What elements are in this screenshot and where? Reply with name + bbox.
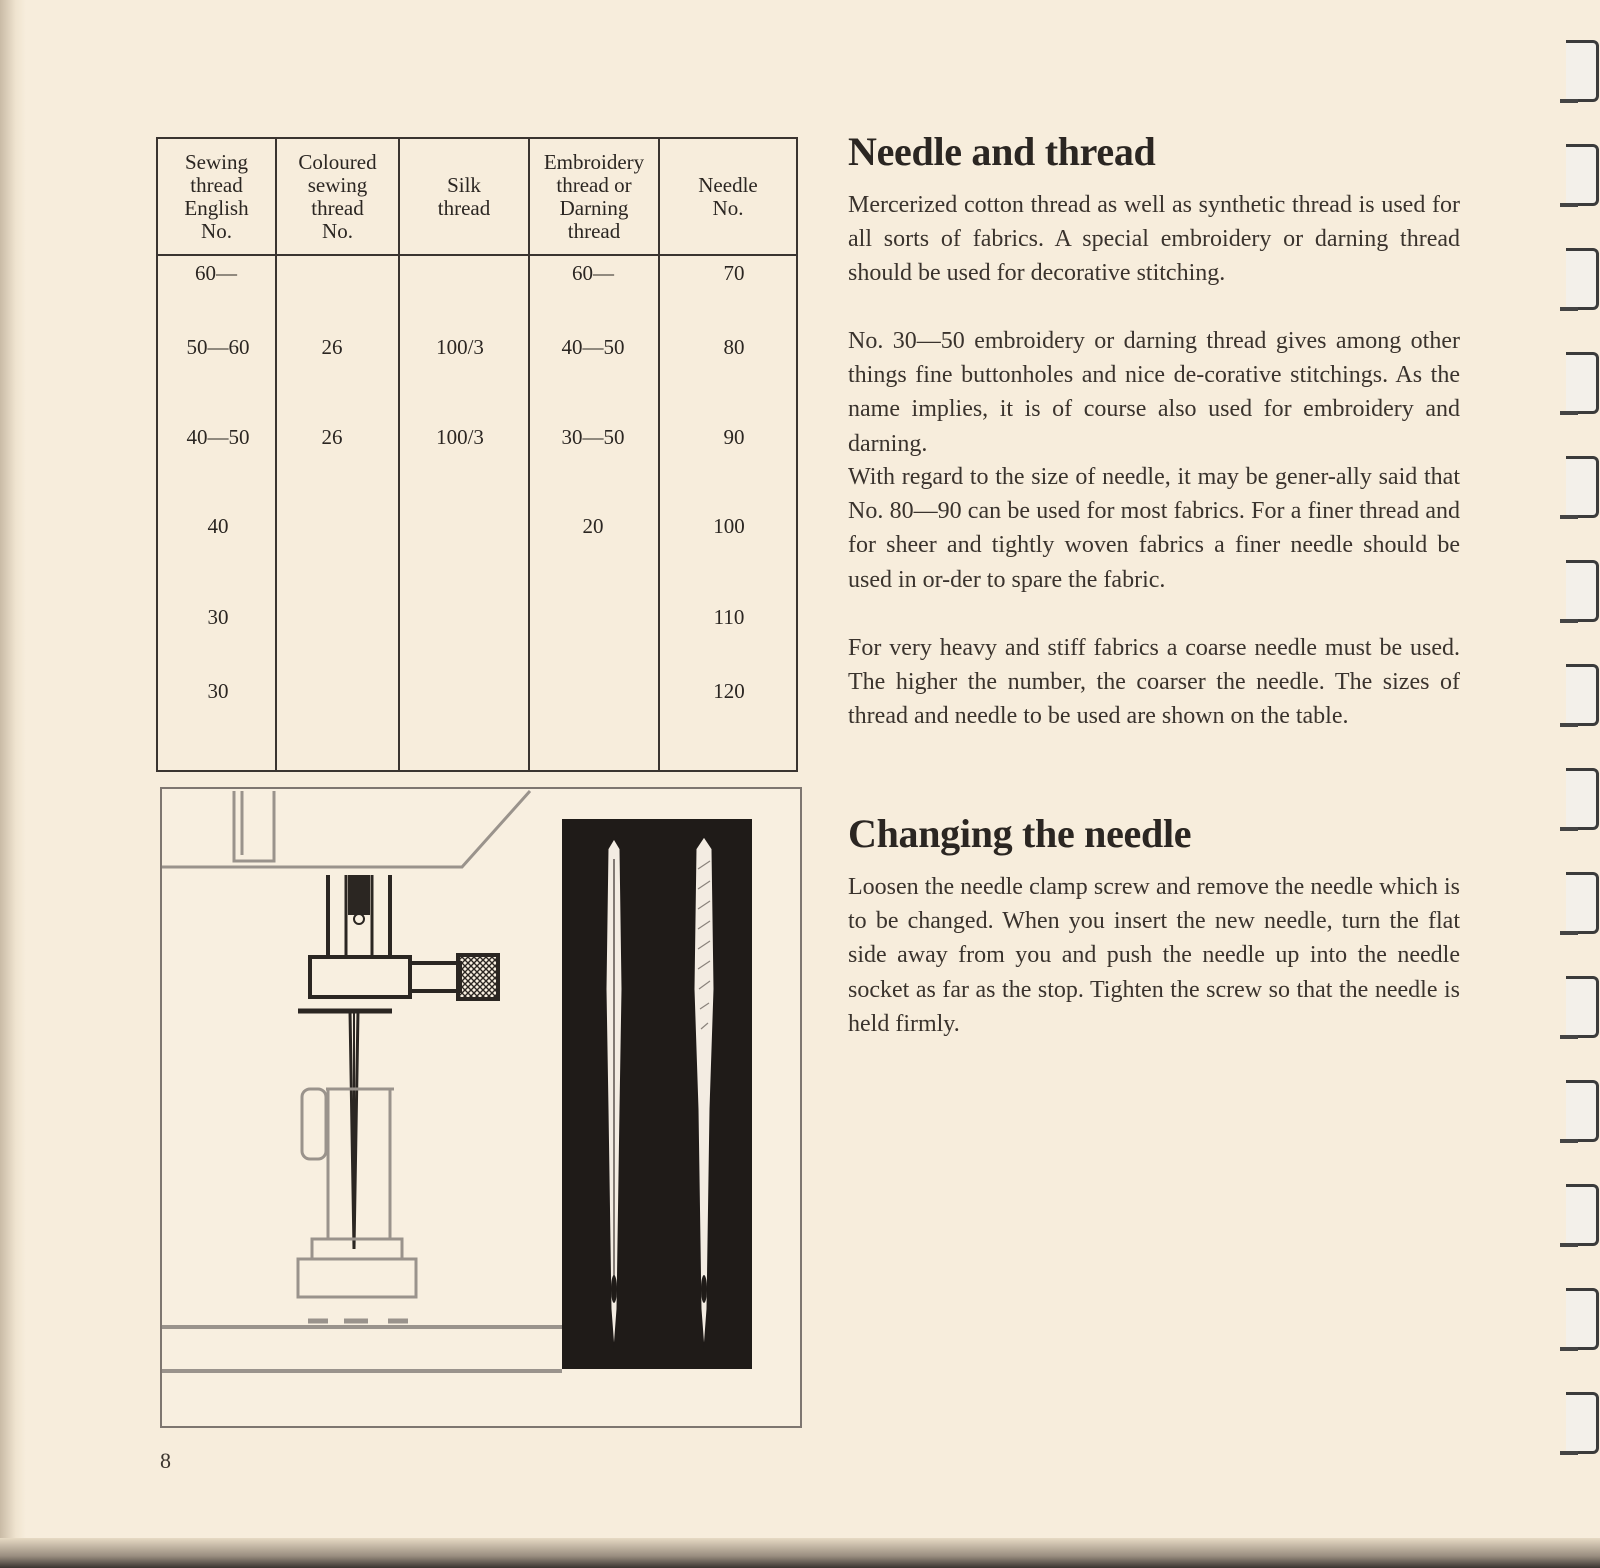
table-cell: 30—50 [561, 425, 625, 449]
table-cell: 20 [582, 514, 604, 538]
table-cell: 90 [723, 425, 745, 449]
section-title-changing-the-needle: Changing the needle [848, 811, 1192, 856]
table-header-coloured-thread: Coloured sewing thread No. [298, 149, 377, 243]
paragraph: Loosen the needle clamp screw and remove the needle which is to be changed. When you insert the new needle, turn the flat side away from you and push the needle up into the needle socket as far as the stop. Tighten the screw so that the needle is held firmly. [848, 874, 1460, 1037]
page-bottom-edge [0, 1538, 1600, 1568]
table-cell: 100/3 [436, 425, 484, 449]
binding-ring [1566, 664, 1599, 726]
table-cell: 70 [723, 261, 745, 285]
table-cell: 100 [713, 514, 745, 538]
table-header-embroidery-thread: Embroidery thread or Darning thread [543, 149, 645, 243]
binding-ring [1566, 40, 1599, 102]
table-cell: 40—50 [186, 425, 250, 449]
table-cell: 30 [207, 605, 229, 629]
table-header-sewing-thread: Sewing thread English No. [184, 149, 249, 243]
table-header-needle-no: Needle No. [698, 172, 758, 220]
spiral-binding [1562, 30, 1600, 1530]
table-header-silk-thread: Silk thread [437, 172, 491, 220]
table-header-divider [158, 254, 796, 256]
table-cell: 100/3 [436, 335, 484, 359]
binding-ring [1566, 144, 1599, 206]
page-number: 8 [160, 1448, 171, 1473]
binding-ring [1566, 248, 1599, 310]
binding-ring [1566, 872, 1599, 934]
binding-ring [1566, 1288, 1599, 1350]
table-cell: 40 [207, 514, 229, 538]
paragraph: Mercerized cotton thread as well as synthetic thread is used for all sorts of fabrics. A special embroidery or darning thread should be used for decorative stitching. [848, 192, 1460, 287]
paragraph: No. 30—50 embroidery or darning thread gives among other things fine buttonholes and nice de-corative stitchings. As the name implies, it is of course also used for embroidery and darning. [848, 328, 1460, 457]
table-cell: 50—60 [186, 335, 250, 359]
needle-change-illustration [160, 787, 802, 1428]
binding-ring [1566, 456, 1599, 518]
table-cell: 60— [572, 261, 614, 285]
table-cell: 30 [207, 679, 229, 703]
thread-needle-table [156, 137, 798, 772]
page-gutter-shadow [0, 0, 26, 1556]
table-cell: 80 [723, 335, 745, 359]
paragraph: With regard to the size of needle, it may be gener-ally said that No. 80—90 can be used for most fabrics. For a finer thread and for sheer and tightly woven fabrics a finer needle should be used in or-der to spare the fabric. [848, 464, 1460, 593]
binding-ring [1566, 1392, 1599, 1454]
table-cell: 26 [321, 425, 343, 449]
binding-ring [1566, 560, 1599, 622]
section-title-needle-and-thread: Needle and thread [848, 129, 1156, 174]
needle-display-panel [562, 819, 752, 1369]
sewing-machine-needle-drawing [162, 789, 800, 1426]
binding-ring [1566, 1080, 1599, 1142]
paragraph: For very heavy and stiff fabrics a coarse needle must be used. The higher the number, the coarser the needle. The sizes of thread and needle to be used are shown on the table. [848, 635, 1460, 730]
binding-ring [1566, 768, 1599, 830]
table-cell: 120 [713, 679, 745, 703]
binding-ring [1566, 1184, 1599, 1246]
binding-ring [1566, 976, 1599, 1038]
binding-ring [1566, 352, 1599, 414]
table-cell: 40—50 [561, 335, 625, 359]
table-cell: 110 [713, 605, 745, 629]
table-cell: 60— [195, 261, 237, 285]
table-cell: 26 [321, 335, 343, 359]
